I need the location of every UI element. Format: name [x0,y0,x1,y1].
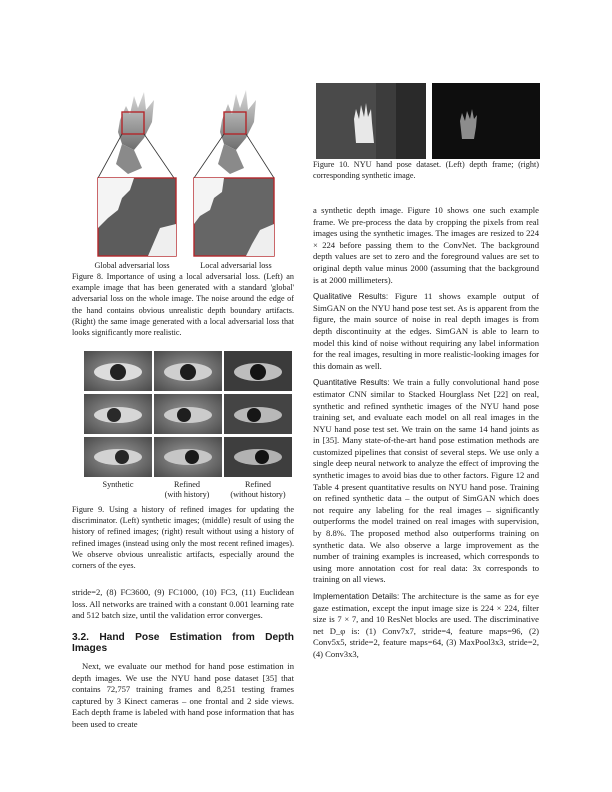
right-para-preprocess: a synthetic depth image. Figure 10 shows one such example frame. We pre-process the data by cropping the pixels from real images using the synthetic images. The images are resized to 224 × 224 before passing them to the ConvNet. The background depth values are set to zero and the foreground values are set to original depth value minus 2000 (assuming that the background is at 2000 millimeters). [313,205,539,285]
figure9-label-refined-without-line2: (without history) [230,490,286,499]
eye-row-2 [84,394,292,434]
figure9-label-synthetic: Synthetic [102,480,134,489]
eye-row-3 [84,437,292,477]
quantitative-results-text: We train a fully convolutional hand pose estimator CNN similar to Stacked Hourglass Net [22] on real, synthetic and refined synthetic images of the NYU hand pose training set, and evaluate each model on all real images in the NYU hand pose test set. We train on the same 14 hand joints as in [35]. Many state-of-the-art hand pose estimation methods are customized pipelines that consist of several steps. We use only a single deep neural network to analyze the effect of improving the synthetic images to avoid bias due to other factors. Figure 12 and Table 4 present quantitative results on NYU hand pose. Training on refined synthetic data – the output of SimGAN which does not require any labeling for the real images – significantly outperforms the model trained on real images with supervision, by 8.8%. The proposed method also outperforms training on synthetic data. We also observe a large improvement as the number of training examples is increased, which corresponds to using more annotation cost for real data: 3x corresponds to training on all views. [313,377,540,585]
right-body [313,205,539,661]
figure9-eye-grid [84,351,292,477]
figure10-images [316,83,540,159]
figure10-caption: Figure 10. NYU hand pose dataset. (Left) depth frame; (right) corresponding synthetic image. [313,160,539,181]
nyu-synthetic-frame [432,83,540,159]
left-body [72,587,294,731]
global-hand-image [98,92,174,178]
qualitative-results-paragraph [313,291,539,372]
figure8-label-local: Local adversarial loss [200,261,272,270]
implementation-details-paragraph [313,591,539,661]
eye-row-1 [84,351,292,391]
figure9-label-refined-with-line1: Refined [174,480,200,489]
figure9-label-refined-with-line2: (with history) [164,490,210,499]
global-zoom-crop [98,178,176,256]
qualitative-results-text: Figure 11 shows example output of SimGAN on the NYU hand pose test set. As is apparent from the figure, the main source of noise in real depth images is from depth discontinuity at the edges. SimGAN is able to learn to model this kind of noise without requiring any label information for the real images, resulting in more realistic-looking images for this domain as well. [313,291,539,371]
figure8-diagram [74,78,296,260]
figure8-label-global: Global adversarial loss [94,261,170,270]
figure9-label-refined-without-line1: Refined [245,480,271,489]
nyu-depth-frame [316,83,426,159]
implementation-details-title: Implementation Details: [313,592,400,601]
quantitative-results-title: Quantitative Results: [313,378,390,388]
quantitative-results-paragraph [313,377,539,586]
section-title-hand-pose: 3.2. Hand Pose Estimation from Depth Images [72,631,294,655]
left-para-continued: stride=2, (8) FC3600, (9) FC1000, (10) FC3, (11) Euclidean loss. All networks are trained with a constant 0.001 learning rate and 512 batch size, until the validation error converges. [72,587,294,621]
left-para-hand-pose: Next, we evaluate our method for hand pose estimation in depth images. We use the NYU hand pose dataset [35] that contains 72,757 training frames and 8,251 testing frames captured by 3 Kinect cameras – one frontal and 2 side views. Each depth frame is labeled with hand pose information that has been used to create [72,660,294,729]
local-hand-image [194,90,274,178]
local-zoom-crop [194,178,274,256]
qualitative-results-title: Qualitative Results: [313,292,389,302]
implementation-details-text: The architecture is the same as for eye gaze estimation, except the input image size is 224 × 224, filter size is 7 × 7, and 10 ResNet blocks are used. The discriminative net D_φ is: (1) Conv7x7, stride=4, feature maps=96, (2) Conv5x5, stride=2, feature maps=64, (3) MaxPool3x3, stride=2, (4) Conv3x3, [313,591,539,659]
figure9-caption: Figure 9. Using a history of refined images for updating the discriminator. (Left) synthetic images; (middle) result of using the history of refined images; (right) result without using a history of refined images (instead using only the most recent refined images). We observe obvious unrealistic artifacts, especially around the corners of the eyes. [72,505,294,571]
figure8-caption: Figure 8. Importance of using a local adversarial loss. (Left) an example image that has been generated with a standard 'global' adversarial loss on the whole image. The noise around the edge of the hand contains obvious unrealistic depth boundary artifacts. (Right) the same image generated with a local adversarial loss that looks significantly more realistic. [72,272,294,338]
